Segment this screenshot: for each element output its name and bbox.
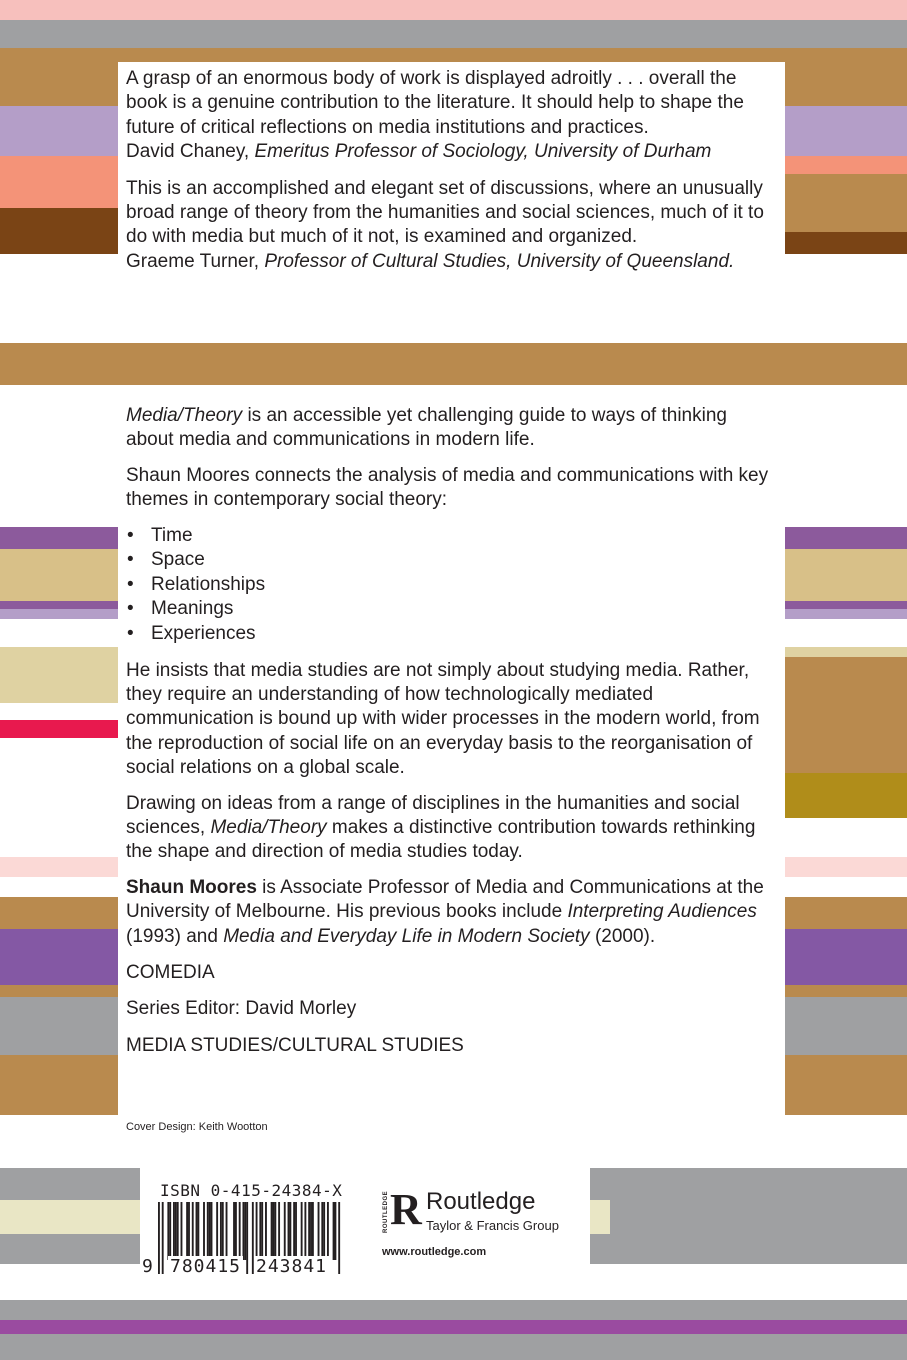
book-title-inline-1: Media/Theory	[126, 405, 243, 426]
stripe-olive-right	[780, 773, 907, 818]
bullet-icon: •	[127, 623, 134, 644]
stripe-grey-bottom-4	[0, 1300, 907, 1320]
author-name: Shaun Moores	[126, 876, 257, 898]
review-author-title-2: Professor of Cultural Studies, University of Queensland.	[264, 250, 735, 272]
logo-r: R	[390, 1185, 422, 1234]
barcode-block	[140, 1168, 360, 1296]
stripe-tan-right	[780, 174, 907, 232]
barcode-first-digit: 9	[142, 1256, 153, 1277]
review-attribution-2	[126, 250, 777, 274]
stripe-tan-2	[0, 343, 907, 385]
stripe-pink-top	[0, 0, 907, 20]
stripe-grey-bottom-2	[610, 1200, 907, 1264]
stripe-tan-right-2	[780, 657, 907, 773]
stripe-magenta	[0, 1320, 907, 1334]
review-author-1: David Chaney,	[126, 141, 255, 163]
series-editor: Series Editor: David Morley	[126, 998, 357, 1020]
previous-book-2: Media and Everyday Life in Modern Society	[223, 925, 590, 947]
previous-book-1: Interpreting Audiences	[567, 901, 757, 923]
themes-list	[126, 524, 777, 647]
blurb-paragraph-2: Shaun Moores connects the analysis of media and communications with key themes in contemporary social theory:	[126, 464, 769, 511]
logo-vertical-text: ROUTLEDGE	[383, 1190, 389, 1233]
review-quote-2: This is an accomplished and elegant set of discussions, where an unusually broad range of theory from the humanities and social sciences, much of it to do with media but much of it not, is examined and organized.	[126, 177, 764, 248]
review-attribution-1	[126, 140, 777, 164]
bullet-icon: •	[127, 549, 134, 571]
blurb-paragraph-1: Media/Theory is an accessible yet challenging guide to ways of thinking about media and communications in modern life.	[126, 405, 727, 451]
list-item: • Relationships	[126, 573, 777, 598]
blurb-paragraph-3: He insists that media studies are not simply about studying media. Rather, they require an understanding of how technologically mediated communication is bound up with wider processes in the modern world, from the reproduction of social life on an everyday basis to the reorganisation of social relations on a global scale.	[126, 659, 760, 779]
reviews-panel	[118, 62, 785, 330]
bullet-icon: •	[127, 598, 134, 620]
blurb-paragraph-4: Drawing on ideas from a range of disciplines in the humanities and social sciences, Media/Theory makes a distinctive contribution towards rethinking the shape and direction of media studies today.	[126, 792, 756, 863]
blurb-panel	[118, 385, 785, 1117]
bullet-icon: •	[127, 524, 134, 546]
barcode-right-digits: 243841	[256, 1256, 328, 1277]
review-quote-1: A grasp of an enormous body of work is displayed adroitly . . . overall the book is a genuine contribution to the literature. It should help to shape the future of critical reflections on media institutions and practices.	[126, 68, 744, 138]
review-author-2: Graeme Turner,	[126, 250, 265, 272]
cover-design-credit: Cover Design: Keith Wootton	[126, 1121, 268, 1133]
publisher-name: Routledge	[426, 1188, 536, 1215]
author-bio: Shaun Moores is Associate Professor of Media and Communications at the University of Melbourne. His previous books include Interpreting Audiences (1993) and Media and Everyday Life in Modern Society (2000).	[126, 876, 764, 947]
book-title-inline-2: Media/Theory	[210, 817, 327, 839]
isbn-text: ISBN 0-415-24384-X	[160, 1181, 343, 1200]
stripe-cream-right-thin	[780, 647, 907, 657]
list-item: • Time	[126, 524, 777, 549]
stripe-brown-right	[780, 232, 907, 254]
publisher-url[interactable]: www.routledge.com	[382, 1246, 487, 1258]
publisher-group: Taylor & Francis Group	[426, 1218, 559, 1233]
routledge-logo-icon	[380, 1185, 422, 1236]
publisher-block	[360, 1168, 590, 1296]
barcode-left-digits: 780415	[170, 1256, 242, 1277]
series-subject: MEDIA STUDIES/CULTURAL STUDIES	[126, 1034, 464, 1056]
stripe-cream-left	[0, 647, 130, 703]
stripe-brown-left	[0, 208, 130, 254]
series-imprint: COMEDIA	[126, 962, 215, 984]
stripe-grey-top	[0, 20, 907, 48]
list-item: • Space	[126, 548, 777, 573]
stripe-crimson-left	[0, 720, 130, 738]
bullet-icon: •	[127, 573, 134, 595]
stripe-salmon-left	[0, 174, 130, 208]
review-author-title-1: Emeritus Professor of Sociology, University of Durham	[254, 141, 712, 163]
stripe-grey-bottom-5	[0, 1334, 907, 1360]
list-item: • Experiences	[126, 622, 777, 647]
list-item: • Meanings	[126, 597, 777, 622]
